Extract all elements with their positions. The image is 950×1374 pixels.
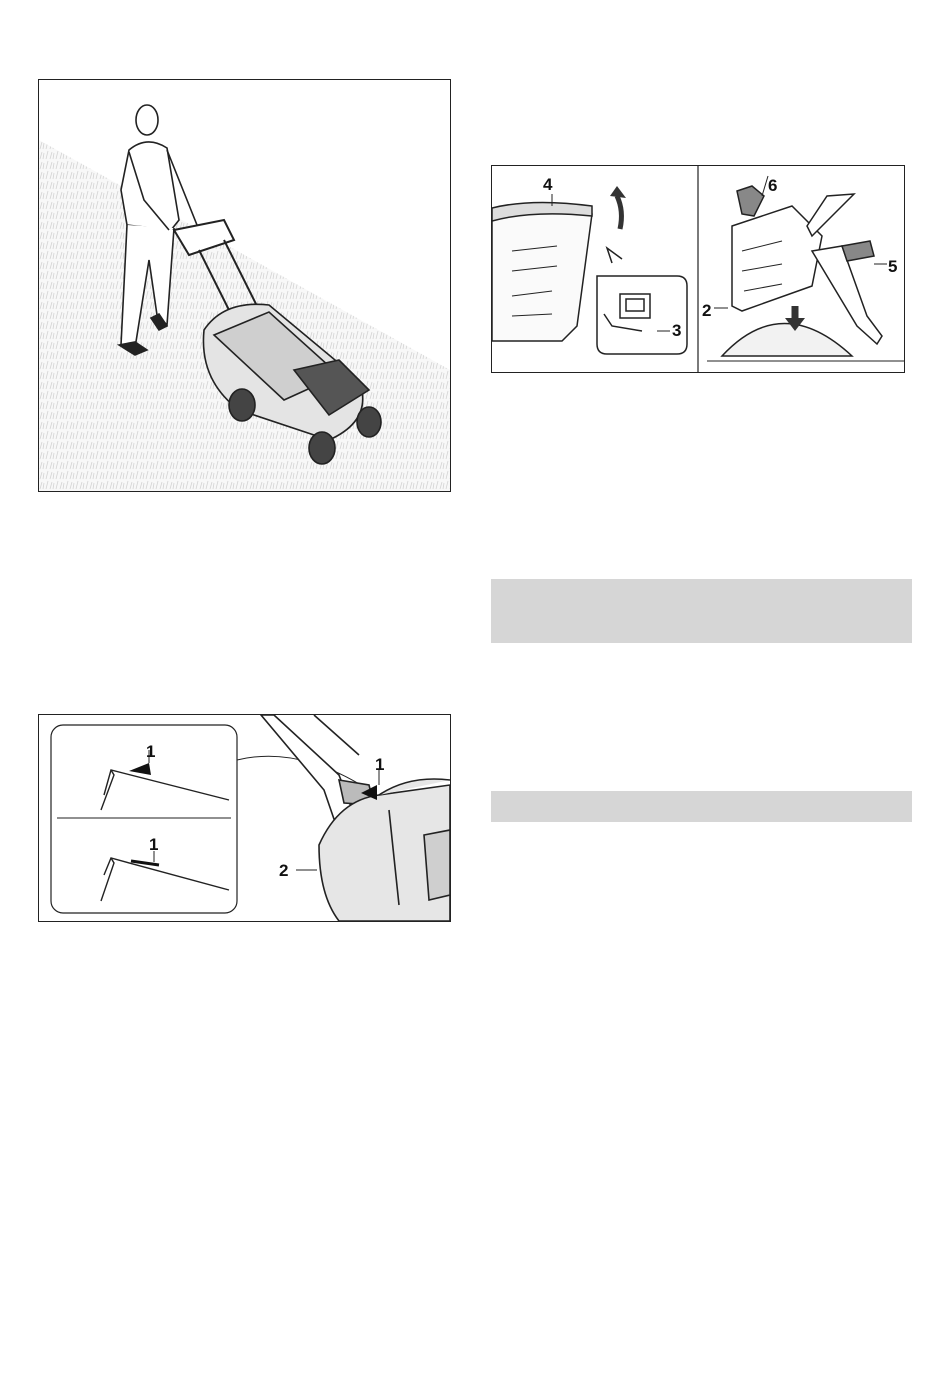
grass-bag-emptying-figure <box>491 165 905 373</box>
mowing-slope-illustration <box>39 80 450 491</box>
mowing-slope-figure <box>38 79 451 492</box>
grass-bag-indicator-illustration <box>39 715 450 921</box>
callout-latch: 3 <box>672 321 682 340</box>
shaded-band-small <box>491 791 912 822</box>
callout-indicator-top: 1 <box>146 742 156 761</box>
grass-bag-indicator-figure <box>38 714 451 922</box>
callout-grass-bag: 2 <box>279 861 289 880</box>
callout-bag-handle: 6 <box>768 176 778 195</box>
callout-lid: 4 <box>543 175 553 194</box>
callout-carry-handle: 5 <box>888 257 898 276</box>
grass-bag-emptying-illustration <box>492 166 904 372</box>
callout-bag: 2 <box>702 301 712 320</box>
callout-indicator-handle: 1 <box>375 755 385 774</box>
callout-indicator-bottom: 1 <box>149 835 159 854</box>
shaded-band-large <box>491 579 912 643</box>
